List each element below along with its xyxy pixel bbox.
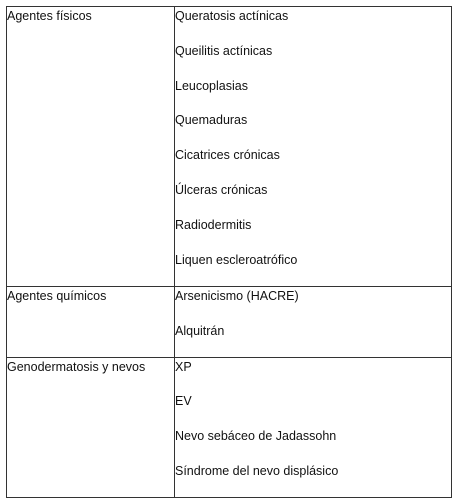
list-item: Alquitrán — [175, 323, 225, 338]
list-item: Leucoplasias — [175, 78, 248, 93]
category-cell — [7, 357, 175, 497]
list-item: Liquen escleroatrófico — [175, 252, 298, 267]
list-item: EV — [175, 394, 192, 409]
table-row — [7, 7, 452, 287]
list-item: Queratosis actínicas — [175, 9, 289, 23]
list-item: Queilitis actínicas — [175, 43, 273, 58]
list-item: Radiodermitis — [175, 217, 252, 232]
category-label: Agentes químicos — [7, 289, 107, 303]
list-item: Úlceras crónicas — [175, 182, 268, 197]
items-cell — [175, 7, 452, 287]
category-label: Genodermatosis y nevos — [7, 359, 146, 374]
list-item: Cicatrices crónicas — [175, 148, 280, 163]
list-item: XP — [175, 359, 192, 374]
items-cell — [175, 357, 452, 497]
table-row — [7, 287, 452, 358]
list-item: Quemaduras — [175, 113, 248, 128]
list-item: Síndrome del nevo displásico — [175, 463, 339, 478]
table-row — [7, 357, 452, 497]
risk-factors-table — [6, 6, 452, 498]
category-cell — [7, 287, 175, 358]
category-label: Agentes físicos — [7, 9, 92, 23]
items-cell — [175, 287, 452, 358]
category-cell — [7, 7, 175, 287]
list-item: Nevo sebáceo de Jadassohn — [175, 429, 337, 444]
list-item: Arsenicismo (HACRE) — [175, 289, 299, 303]
